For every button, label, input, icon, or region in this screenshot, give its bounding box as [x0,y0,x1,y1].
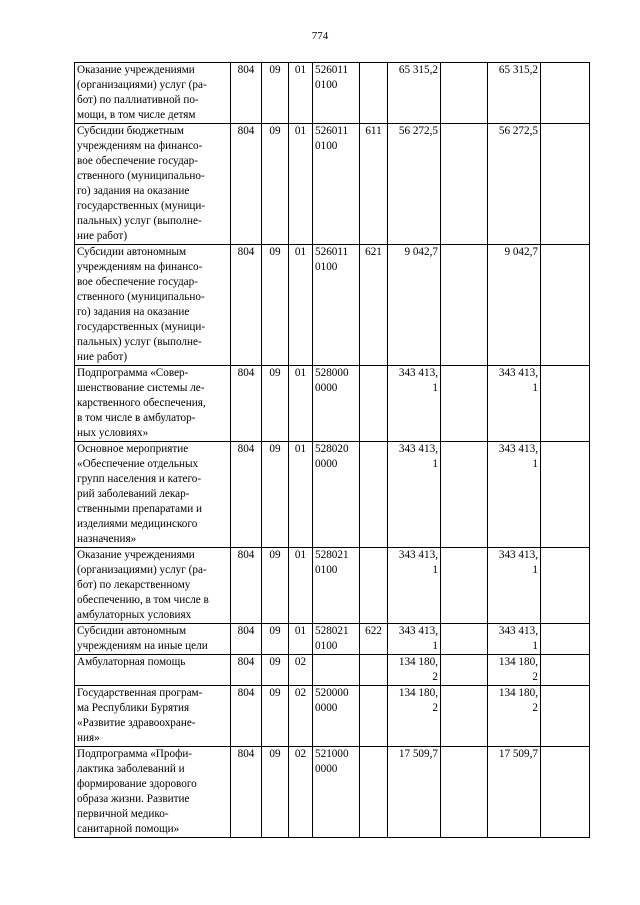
cell-subsection: 01 [289,442,313,548]
cell-target-article: 528020 0000 [313,442,360,548]
cell-amount-extra-2 [541,686,590,747]
cell-grbs: 804 [231,63,262,124]
cell-amount: 343 413, 1 [388,366,441,442]
cell-target-article [313,655,360,686]
table-row [75,548,590,624]
cell-name: Подпрограмма «Совер- шенствование системы ле- карственного обеспечения, в том числе в амбулатор- ных условиях» [75,366,231,442]
table-row [75,655,590,686]
cell-amount-extra-2 [541,124,590,245]
cell-amount-total: 9 042,7 [488,245,541,366]
cell-amount-extra [441,442,488,548]
cell-amount-extra [441,548,488,624]
cell-amount-total: 343 413, 1 [488,624,541,655]
cell-subsection: 01 [289,124,313,245]
cell-name: Субсидии бюджетным учреждениям на финансо- вое обеспечение государ- ственного (муниципально- го) задания на оказание государственных (муници- пальных) услуг (выполне- ние работ) [75,124,231,245]
table-row [75,686,590,747]
cell-amount-extra-2 [541,245,590,366]
cell-grbs: 804 [231,686,262,747]
cell-name: Оказание учреждениями (организациями) услуг (ра- бот) по паллиативной по- мощи, в том числе детям [75,63,231,124]
cell-name: Подпрограмма «Профи- лактика заболеваний и формирование здорового образа жизни. Развитие первичной медико- санитарной помощи» [75,747,231,838]
cell-amount-total: 343 413, 1 [488,366,541,442]
cell-subsection: 01 [289,366,313,442]
cell-amount: 9 042,7 [388,245,441,366]
table-row [75,124,590,245]
cell-target-article: 526011 0100 [313,63,360,124]
table-body [75,63,590,838]
cell-amount: 65 315,2 [388,63,441,124]
cell-target-article: 520000 0000 [313,686,360,747]
cell-amount-total: 343 413, 1 [488,548,541,624]
cell-grbs: 804 [231,245,262,366]
cell-expense-type [360,686,388,747]
cell-amount-extra [441,624,488,655]
cell-expense-type: 622 [360,624,388,655]
cell-amount-total: 343 413, 1 [488,442,541,548]
cell-target-article: 526011 0100 [313,245,360,366]
table-row [75,624,590,655]
cell-target-article: 526011 0100 [313,124,360,245]
budget-table [74,62,590,838]
cell-subsection: 02 [289,655,313,686]
cell-target-article: 528021 0100 [313,548,360,624]
cell-expense-type [360,548,388,624]
cell-subsection: 01 [289,245,313,366]
table-row [75,245,590,366]
cell-section: 09 [262,366,289,442]
cell-grbs: 804 [231,747,262,838]
cell-amount-extra-2 [541,366,590,442]
cell-name: Основное мероприятие «Обеспечение отдельных групп населения и катего- рий заболеваний лекар- ственными препаратами и изделиями медицинского назначения» [75,442,231,548]
cell-amount-extra [441,655,488,686]
cell-subsection: 01 [289,548,313,624]
cell-name: Оказание учреждениями (организациями) услуг (ра- бот) по лекарственному обеспечению, в том числе в амбулаторных условиях [75,548,231,624]
cell-grbs: 804 [231,442,262,548]
cell-amount-extra-2 [541,747,590,838]
cell-section: 09 [262,63,289,124]
cell-amount: 17 509,7 [388,747,441,838]
cell-name: Субсидии автономным учреждениям на иные цели [75,624,231,655]
cell-amount: 134 180, 2 [388,655,441,686]
cell-section: 09 [262,124,289,245]
cell-amount-extra [441,686,488,747]
cell-target-article: 528021 0100 [313,624,360,655]
cell-subsection: 01 [289,63,313,124]
cell-amount-extra [441,747,488,838]
cell-section: 09 [262,655,289,686]
cell-expense-type: 611 [360,124,388,245]
table-row [75,442,590,548]
cell-grbs: 804 [231,124,262,245]
cell-amount-total: 56 272,5 [488,124,541,245]
cell-amount: 343 413, 1 [388,442,441,548]
cell-subsection: 02 [289,686,313,747]
cell-amount-total: 65 315,2 [488,63,541,124]
cell-target-article: 528000 0000 [313,366,360,442]
cell-grbs: 804 [231,624,262,655]
cell-section: 09 [262,747,289,838]
cell-amount-extra-2 [541,548,590,624]
cell-amount-extra [441,124,488,245]
cell-amount-extra-2 [541,442,590,548]
cell-section: 09 [262,624,289,655]
table-row [75,747,590,838]
cell-amount-extra [441,245,488,366]
cell-amount-total: 134 180, 2 [488,686,541,747]
cell-amount: 134 180, 2 [388,686,441,747]
cell-amount: 343 413, 1 [388,624,441,655]
cell-amount-extra-2 [541,63,590,124]
cell-expense-type [360,747,388,838]
cell-amount-extra [441,366,488,442]
cell-subsection: 02 [289,747,313,838]
cell-subsection: 01 [289,624,313,655]
cell-expense-type [360,366,388,442]
cell-grbs: 804 [231,655,262,686]
cell-expense-type [360,63,388,124]
cell-expense-type [360,655,388,686]
cell-amount-total: 17 509,7 [488,747,541,838]
cell-section: 09 [262,548,289,624]
cell-amount-extra [441,63,488,124]
cell-section: 09 [262,245,289,366]
cell-expense-type: 621 [360,245,388,366]
cell-target-article: 521000 0000 [313,747,360,838]
cell-amount-extra-2 [541,624,590,655]
cell-grbs: 804 [231,366,262,442]
cell-section: 09 [262,442,289,548]
cell-amount-extra-2 [541,655,590,686]
cell-section: 09 [262,686,289,747]
cell-amount: 343 413, 1 [388,548,441,624]
cell-amount-total: 134 180, 2 [488,655,541,686]
cell-name: Амбулаторная помощь [75,655,231,686]
cell-name: Государственная програм- ма Республики Бурятия «Развитие здравоохране- ния» [75,686,231,747]
cell-expense-type [360,442,388,548]
cell-amount: 56 272,5 [388,124,441,245]
table-row [75,63,590,124]
cell-grbs: 804 [231,548,262,624]
page-number: 774 [311,30,329,42]
table-row [75,366,590,442]
cell-name: Субсидии автономным учреждениям на финансо- вое обеспечение государ- ственного (муниципально- го) задания на оказание государственных (муници- пальных) услуг (выполне- ние работ) [75,245,231,366]
